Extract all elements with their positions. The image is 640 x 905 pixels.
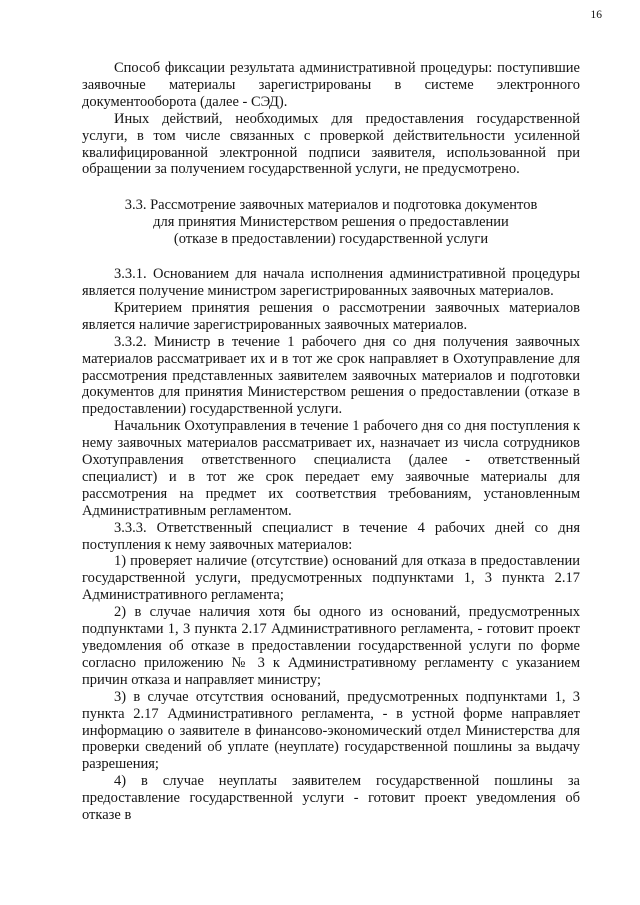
- section-heading-line: (отказе в предоставлении) государственной услуги: [173, 231, 489, 248]
- section-heading-line: для принятия Министерством решения о предоставлении: [153, 214, 509, 231]
- paragraph: 3.3.2. Министр в течение 1 рабочего дня со дня получения заявочных материалов рассматривает их и в тот же срок направляет в Охотуправление для рассмотрения представленных заявителем заявочных материалов и подготовки документов для принятия Министерством решения о предоставлении (отказе в предоставлении) государственной услуги.: [82, 333, 580, 418]
- paragraph: 3.3.1. Основанием для начала исполнения административной процедуры является получение министром зарегистрированных заявочных материалов.: [82, 266, 580, 299]
- section-heading-line: 3.3. Рассмотрение заявочных материалов и подготовка документов: [124, 197, 538, 214]
- paragraph: Способ фиксации результата административной процедуры: поступившие заявочные материалы зарегистрированы в системе электронного документооборота (далее - СЭД).: [82, 60, 580, 110]
- paragraph: Иных действий, необходимых для предоставления государственной услуги, в том числе связанных с проверкой действительности усиленной квалифицированной электронной подписи заявителя, использованной при обращении за получением государственной услуги, не предусмотрено.: [82, 110, 580, 178]
- list-item: 1) проверяет наличие (отсутствие) оснований для отказа в предоставлении государственной услуги, предусмотренных подпунктами 1, 3 пункта 2.17 Административного регламента;: [82, 553, 580, 604]
- page-number: 16: [590, 9, 602, 21]
- list-item: 4) в случае неуплаты заявителем государственной пошлины за предоставление государственной услуги - готовит проект уведомления об отказе в: [82, 773, 580, 824]
- document-body: [82, 60, 580, 824]
- section-heading: [82, 197, 580, 248]
- paragraph: Начальник Охотуправления в течение 1 рабочего дня со дня поступления к нему заявочных материалов рассматривает их, назначает из числа сотрудников Охотуправления ответственного специалиста (далее - ответственный специалист) и в тот же срок передает ему заявочные материалы для рассмотрения на предмет их соответствия требованиям, установленным Административным регламентом.: [82, 418, 580, 519]
- list-item: 3) в случае отсутствия оснований, предусмотренных подпунктами 1, 3 пункта 2.17 Административного регламента, - в устной форме направляет информацию о заявителе в финансово-экономический отдел Министерства для проверки сведений об уплате (неуплате) государственной пошлины за выдачу разрешения;: [82, 688, 580, 773]
- paragraph: Критерием принятия решения о рассмотрении заявочных материалов является наличие зарегистрированных заявочных материалов.: [82, 299, 580, 333]
- list-item: 2) в случае наличия хотя бы одного из оснований, предусмотренных подпунктами 1, 3 пункта 2.17 Административного регламента, - готовит проект уведомления об отказе в предоставлении государственной услуги по форме согласно приложению № 3 к Административному регламенту с указанием причин отказа и направляет министру;: [82, 604, 580, 688]
- paragraph: 3.3.3. Ответственный специалист в течение 4 рабочих дней со дня поступления к нему заявочных материалов:: [82, 519, 580, 553]
